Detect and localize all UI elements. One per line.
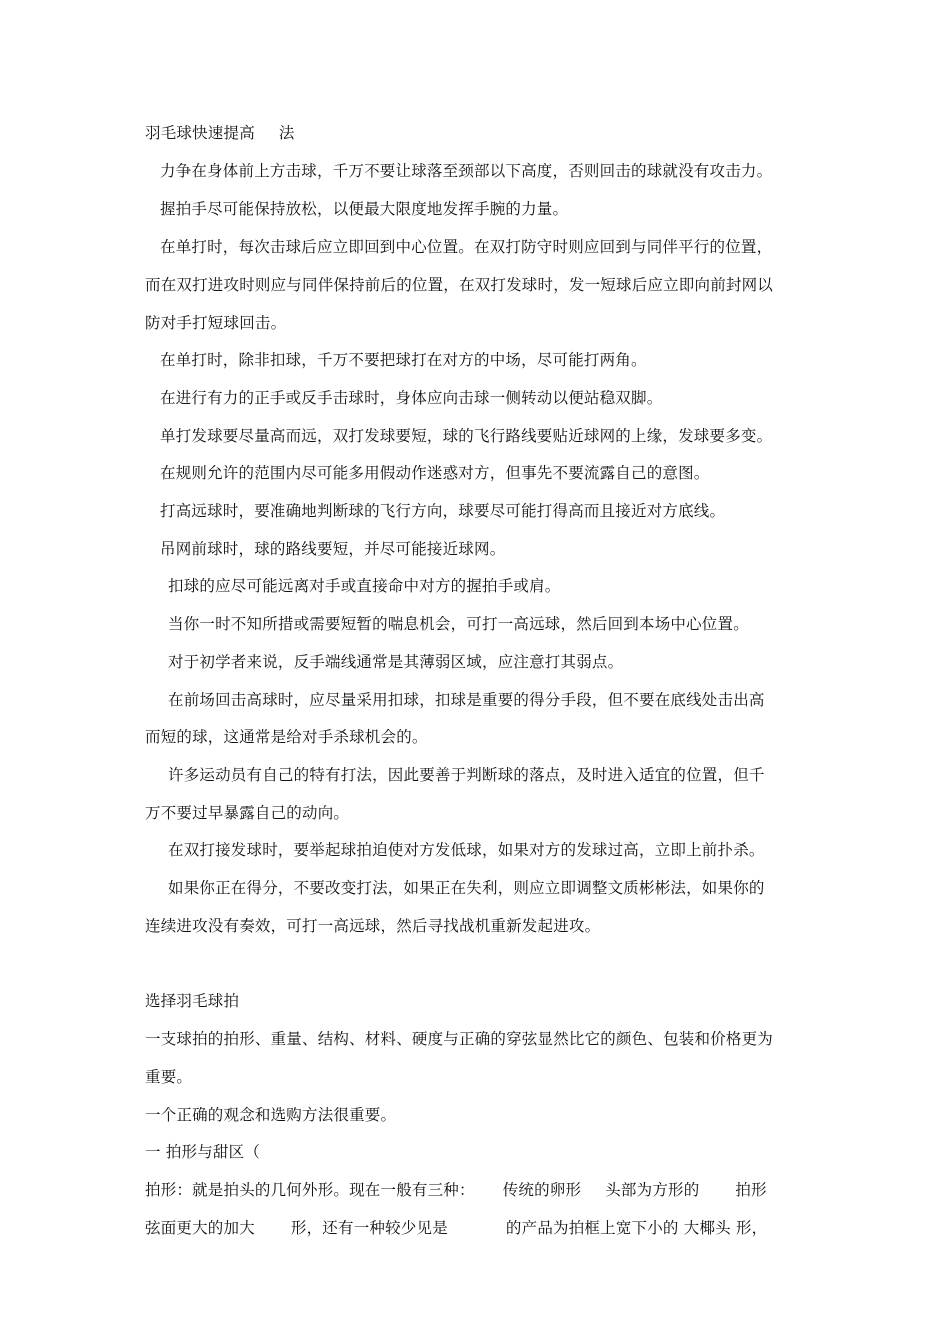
paragraph-line: 当你一时不知所措或需要短暂的喘息机会，可打一高远球，然后回到本场中心位置。 bbox=[168, 615, 749, 633]
paragraph-line: 在进行有力的正手或反手击球时，身体应向击球一侧转动以便站稳双脚。 bbox=[160, 389, 663, 407]
paragraph-line: 许多运动员有自己的特有打法，因此要善于判断球的落点，及时进入适宜的位置，但千 bbox=[168, 766, 765, 784]
shape-text-e: 弦面更大的加大 bbox=[145, 1219, 255, 1237]
racket-shape-line-2 bbox=[145, 1218, 767, 1238]
paragraph-line: 在前场回击高球时，应尽量采用扣球，扣球是重要的得分手段，但不要在底线处击出高 bbox=[168, 691, 765, 709]
paragraph-line: 防对手打短球回击。 bbox=[145, 314, 287, 332]
paragraph-line: 而在双打进攻时则应与同伴保持前后的位置，在双打发球时，发一短球后应立即向前封网以 bbox=[145, 276, 774, 294]
title-part-b: 法 bbox=[278, 124, 295, 142]
paragraph-line: 握拍手尽可能保持放松，以便最大限度地发挥手腕的力量。 bbox=[160, 200, 569, 218]
title-part-a: 羽毛球快速提高 bbox=[145, 124, 255, 142]
shape-text-b: 传统的卵形 bbox=[502, 1181, 582, 1199]
racket-shape-line bbox=[145, 1180, 767, 1200]
shape-text-g: 的产品为拍框上宽下小的 大椰头 形， bbox=[505, 1219, 768, 1237]
section1-title bbox=[145, 123, 295, 143]
paragraph-line: 扣球的应尽可能远离对手或直接命中对方的握拍手或肩。 bbox=[168, 577, 561, 595]
paragraph-line: 而短的球，这通常是给对手杀球机会的。 bbox=[145, 728, 428, 746]
paragraph-line: 吊网前球时，球的路线要短，并尽可能接近球网。 bbox=[160, 540, 506, 558]
shape-text-c: 头部为方形的 bbox=[605, 1181, 700, 1199]
paragraph-line: 一支球拍的拍形、重量、结构、材料、硬度与正确的穿弦显然比它的颜色、包装和价格更为 bbox=[145, 1030, 774, 1048]
paragraph-line: 在双打接发球时，要举起球拍迫使对方发低球，如果对方的发球过高，立即上前扑杀。 bbox=[168, 841, 765, 859]
subheading-racket-shape: 一 拍形与甜区（ bbox=[145, 1143, 261, 1161]
paragraph-line: 万不要过早暴露自己的动向。 bbox=[145, 804, 350, 822]
shape-text-d: 拍形 bbox=[735, 1181, 767, 1199]
paragraph-line: 打高远球时，要准确地判断球的飞行方向，球要尽可能打得高而且接近对方底线。 bbox=[160, 502, 726, 520]
paragraph-line: 在单打时，每次击球后应立即回到中心位置。在双打防守时则应回到与同伴平行的位置， bbox=[160, 238, 773, 256]
paragraph-line: 力争在身体前上方击球，千万不要让球落至颈部以下高度，否则回击的球就没有攻击力。 bbox=[160, 162, 773, 180]
paragraph-line: 连续进攻没有奏效，可打一高远球，然后寻找战机重新发起进攻。 bbox=[145, 917, 601, 935]
paragraph-line: 单打发球要尽量高而远，双打发球要短，球的飞行路线要贴近球网的上缘，发球要多变。 bbox=[160, 427, 773, 445]
paragraph-line: 如果你正在得分，不要改变打法，如果正在失利，则应立即调整文质彬彬法，如果你的 bbox=[168, 879, 765, 897]
section2-title: 选择羽毛球拍 bbox=[145, 992, 240, 1010]
paragraph-line: 重要。 bbox=[145, 1068, 193, 1086]
paragraph-line: 一个正确的观念和选购方法很重要。 bbox=[145, 1106, 397, 1124]
shape-text-a: 拍形：就是拍头的几何外形。现在一般有三种： bbox=[145, 1181, 475, 1199]
paragraph-line: 在单打时，除非扣球，千万不要把球打在对方的中场，尽可能打两角。 bbox=[160, 351, 647, 369]
paragraph-line: 对于初学者来说，反手端线通常是其薄弱区域，应注意打其弱点。 bbox=[168, 653, 624, 671]
shape-text-f: 形，还有一种较少见是 bbox=[290, 1219, 448, 1237]
paragraph-line: 在规则允许的范围内尽可能多用假动作迷惑对方，但事先不要流露自己的意图。 bbox=[160, 464, 710, 482]
